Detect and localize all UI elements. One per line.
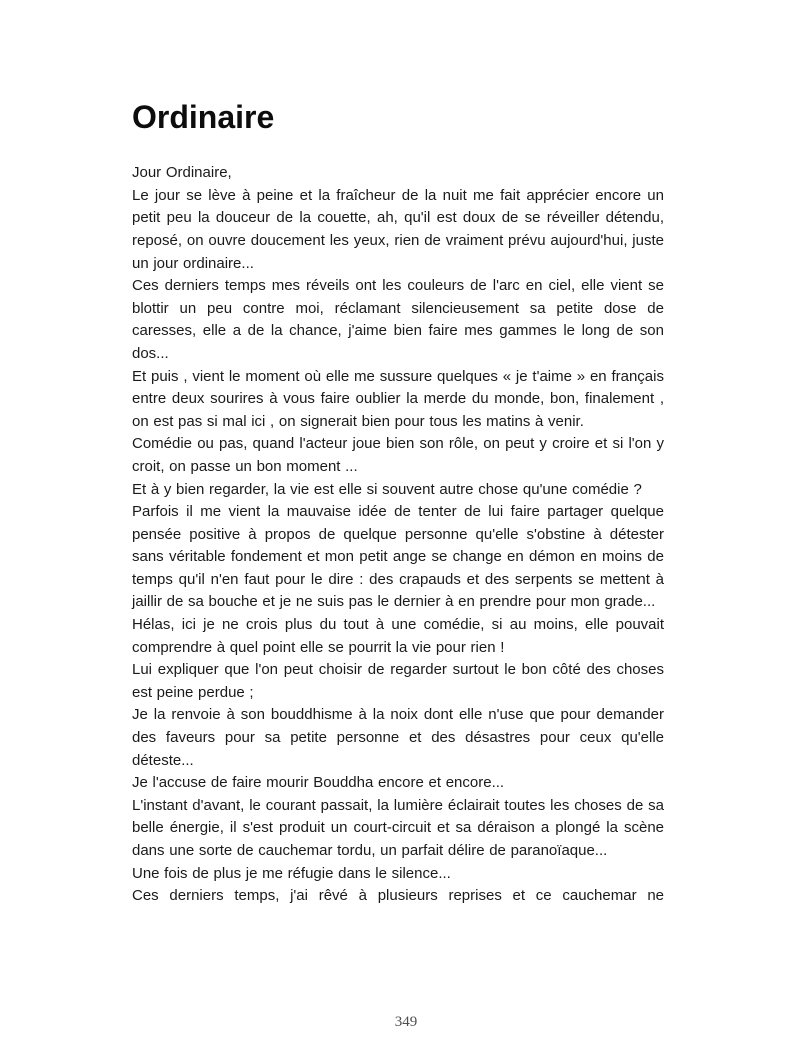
paragraph: Une fois de plus je me réfugie dans le silence...	[132, 864, 451, 882]
paragraph: Ces derniers temps mes réveils ont les couleurs de l'arc en ciel, elle vient se blottir un peu contre moi, réclamant silencieusement sa petite dose de caresses, elle a de la chance, j'aime bien faire mes gammes le long de son dos...	[132, 277, 664, 362]
paragraph: Ces derniers temps, j'ai rêvé à plusieurs reprises et ce cauchemar ne	[132, 887, 664, 905]
paragraph: L'instant d'avant, le courant passait, la lumière éclairait toutes les choses de sa belle énergie, il s'est produit un court-circuit et sa déraison a plongé la scène dans une sorte de cauchemar tordu, un parfait délire de paranoïaque...	[132, 796, 664, 859]
page-content	[132, 100, 664, 908]
page-number: 349	[394, 1014, 418, 1030]
paragraph: Jour Ordinaire,	[132, 164, 232, 182]
paragraph: Et puis , vient le moment où elle me sussure quelques « je t'aime » en français entre deux sourires à vous faire oublier la merde du monde, bon, finalement , on est pas si mal ici , on signerait bien pour tous les matins à venir.	[132, 367, 664, 430]
paragraph: Je la renvoie à son bouddhisme à la noix dont elle n'use que pour demander des faveurs pour sa petite personne et des désastres pour ceux qu'elle déteste...	[132, 706, 664, 769]
paragraph: Lui expliquer que l'on peut choisir de regarder surtout le bon côté des choses est peine perdue ;	[132, 661, 664, 701]
chapter-title: Ordinaire	[132, 99, 275, 135]
paragraph: Et à y bien regarder, la vie est elle si souvent autre chose qu'une comédie ?	[132, 480, 642, 498]
paragraph: Je l'accuse de faire mourir Bouddha encore et encore...	[132, 774, 505, 792]
paragraph: Le jour se lève à peine et la fraîcheur de la nuit me fait apprécier encore un petit peu la douceur de la couette, ah, qu'il est doux de se réveiller détendu, reposé, on ouvre doucement les yeux, rien de vraiment prévu aujourd'hui, juste un jour ordinaire...	[132, 186, 664, 272]
paragraph: Parfois il me vient la mauvaise idée de tenter de lui faire partager quelque pensée positive à propos de quelque personne qu'elle s'obstine à détester sans véritable fondement et mon petit ange se change en démon en moins de temps qu'il n'en faut pour le dire : des crapauds et des serpents se mettent à jaillir de sa bouche et je ne suis pas le dernier à en prendre pour mon grade...	[132, 503, 664, 611]
body-text	[132, 162, 664, 908]
paragraph: Hélas, ici je ne crois plus du tout à une comédie, si au moins, elle pouvait comprendre à quel point elle se pourrit la vie pour rien !	[132, 616, 664, 656]
paragraph: Comédie ou pas, quand l'acteur joue bien son rôle, on peut y croire et si l'on y croit, on passe un bon moment ...	[132, 435, 664, 475]
